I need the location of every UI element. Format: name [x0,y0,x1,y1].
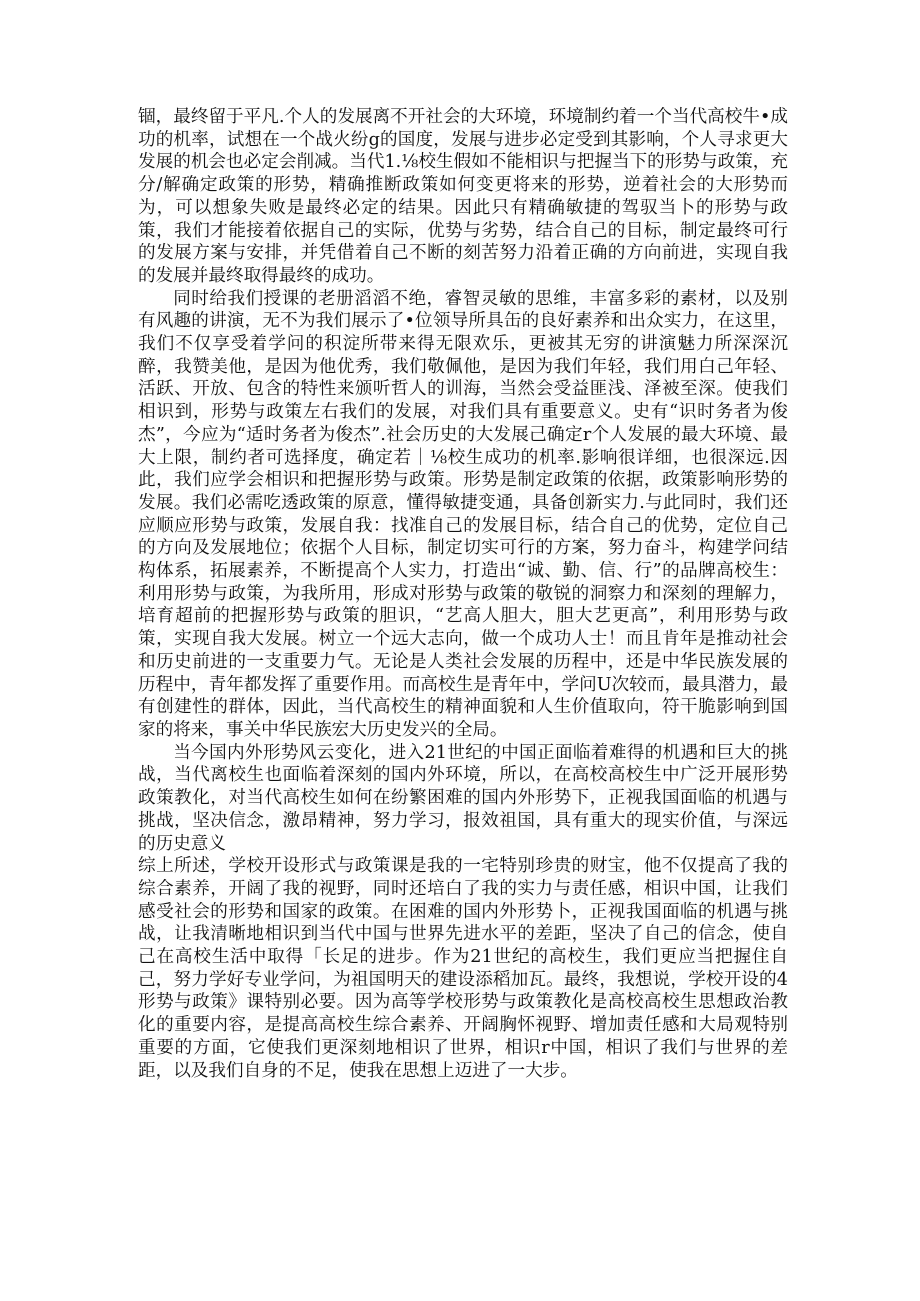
paragraph-3: 当今国内外形势风云变化，进入21世纪的中国正面临着难得的机遇和巨大的挑战，当代离校生也面临着深刻的国内外环境，所以，在高校高校生中广泛开展形势政策教化，对当代高校生如何在纷繁困难的国内外形势下，正视我国面临的机遇与挑战，坚决信念，激昂精神，努力学习，报效祖国，具有重大的现实价值，与深远的历史意义 [138,742,788,854]
paragraph-1: 锢，最终留于平凡.个人的发展离不开社会的大环境，环境制约着一个当代高校牛•成功的机率，试想在一个战火纷g的国度，发展与进步必定受到其影响，个人寻求更大发展的机会也必定会削减。当代1.⅛校生假如不能相识与把握当下的形势与政策，充分/解确定政策的形势，精确推断政策如何变更将来的形势，逆着社会的大形势而为，可以想象失败是最终必定的结果。因此只有精确敏捷的驾驭当卜的形势与政策，我们才能接着依据自己的实际，优势与劣势，结合自己的目标，制定最终可行的发展方案与安排，并凭借着自己不断的刻苦努力沿着正确的方向前进，实现自我的发展并最终取得最终的成功。 [138,107,788,286]
paragraph-4: 综上所述，学校开设形式与政策课是我的一宅特别珍贵的财宝，他不仅提高了我的综合素养，开阔了我的视野，同时还培白了我的实力与责任感，相识中国，让我们感受社会的形势和国家的政策。在困难的国内外形势卜，正视我国面临的机遇与挑战，让我清晰地相识到当代中国与世界先进水平的差距，坚决了自己的信念，使自己在高校生活中取得「长足的进步。作为21世纪的高校生，我们更应当把握住自己，努力学好专业学问，为祖国明天的建设添稻加瓦。最终，我想说，学校开设的4形势与政策》课特别必要。因为高等学校形势与政策教化是高校高校生思想政治教化的重要内容，是提高高校生综合素养、开阔胸怀视野、增加责任感和大局观特别重要的方面，它使我们更深刻地相识了世界，相识r中国，相识了我们与世界的差距，以及我们自身的不足，使我在思想上迈进了一大步。 [138,856,788,1081]
paragraph-2: 同时给我们授课的老册滔滔不绝，睿智灵敏的思维，丰富多彩的素材，以及别有风趣的讲演，无不为我们展示了•位领导所具缶的良好素养和出众实力，在这里，我们不仅享受着学问的积淀所带来得无限欢乐，更被其无穷的讲演魅力所深深沉醉，我赞美他，是因为他优秀，我们敬佩他，是因为我们年轻，我们用白己年轻、活跃、开放、包含的特性来颁听哲人的训海，当然会受益匪浅、泽被至深。使我们相识到，形势与政策左右我们的发展，对我们具有重要意义。史有“识时务者为俊杰”，今应为“适时务者为俊杰”.社会历史的大发展己确定r个人发展的最大环境、最大上限，制约者可选择度，确定若｜⅛校生成功的机率.影响很详细，也很深远.因此，我们应学会相识和把握形势与政策。形势是制定政策的依据，政策影响形势的发展。我们必需吃透政策的原意，懂得敏捷变通，具备创新实力.与此同时，我们还应顺应形势与政策，发展自我：找准自己的发展目标，结合自己的优势，定位自己的方向及发展地位；依据个人目标，制定切实可行的方案，努力奋斗，构建学问结构体系，拓展素养，不断提高个人实力，打造出“诚、勤、信、行”的品牌高校生：利用形势与政策，为我所用，形成对形势与政策的敬锐的洞察力和深刻的理解力，培育超前的把握形势与政策的胆识，“艺高人胆大，胆大艺更高”，利用形势与政策，实现自我大发展。树立一个远大志向，做一个成功人士！而且肯年是推动社会和历史前进的一支重要力气。无论是人类社会发展的历程中，还是中华民族发展的历程中，青年都发挥了重要作用。而高校生是青年中，学问U次较而，最具潜力，最有创建性的群体，因此，当代高校生的精神面貌和人生价值取向，符干脆影响到国家的将来，事关中华民族宏大历史发兴的全局。 [138,288,788,740]
body-text [138,106,788,1082]
